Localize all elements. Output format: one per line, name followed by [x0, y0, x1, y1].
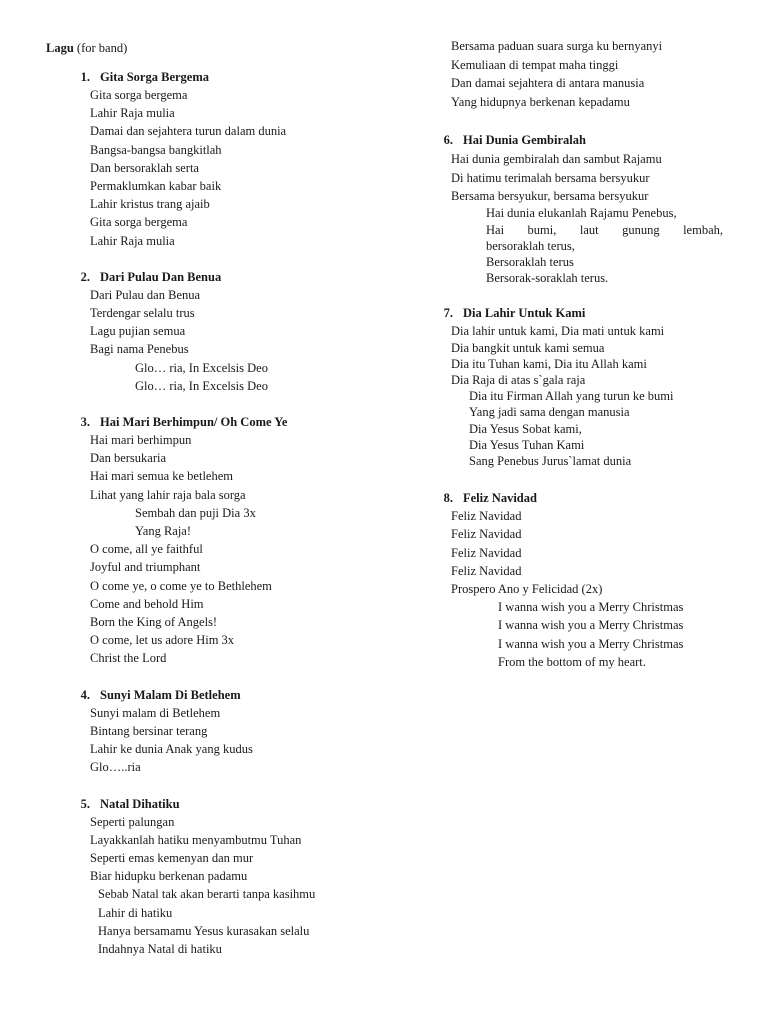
song-1-heading — [46, 68, 406, 86]
song-5-heading — [46, 795, 406, 813]
lyric-line: Sunyi malam di Betlehem — [90, 705, 221, 720]
refrain-line: Dia Yesus Tuhan Kami — [469, 437, 585, 452]
document-title-bold: Lagu — [46, 41, 74, 55]
song-8-heading — [432, 489, 724, 507]
song-title: Sunyi Malam Di Betlehem — [100, 687, 241, 702]
document-title-rest: (for band) — [73, 41, 128, 55]
lyric-line: Damai dan sejahtera turun dalam dunia — [90, 124, 287, 139]
song-5 — [46, 795, 406, 959]
lyric-line: Dia lahir untuk kami, Dia mati untuk kami — [451, 324, 665, 339]
song-5-continuation — [432, 37, 724, 111]
refrain-line: Yang jadi sama dengan manusia — [469, 405, 630, 420]
song-2 — [46, 268, 406, 395]
refrain-line: Glo… ria, In Excelsis Deo — [135, 360, 268, 375]
refrain-line: Hai bumi, laut gunung lembah, — [486, 222, 723, 237]
refrain-line: Hai dunia elukanlah Rajamu Penebus, — [486, 206, 677, 221]
song-number: 4. — [80, 687, 90, 702]
refrain-line: Bersoraklah terus — [486, 254, 574, 269]
song-number: 1. — [80, 70, 90, 84]
lyric-line: Lahir kristus trang ajaib — [90, 197, 210, 212]
lyric-line: Joyful and triumphant — [90, 560, 201, 575]
lyric-line: Feliz Navidad — [451, 545, 522, 560]
refrain-line: I wanna wish you a Merry Christmas — [498, 600, 684, 615]
lyric-line: Seperti emas kemenyan dan mur — [90, 850, 254, 865]
refrain-line: Bersorak-soraklah terus. — [486, 271, 609, 286]
lyric-line: Bintang bersinar terang — [90, 723, 208, 738]
left-column — [46, 39, 406, 976]
lyric-line: Gita sorga bergema — [90, 88, 188, 102]
song-7 — [432, 304, 724, 469]
lyric-line: Bangsa-bangsa bangkitlah — [90, 142, 222, 157]
song-title: Natal Dihatiku — [100, 796, 180, 811]
refrain-line: Sebab Natal tak akan berarti tanpa kasihmu — [98, 887, 316, 902]
lyric-line: Glo…..ria — [90, 760, 141, 775]
lyric-line: Hai mari berhimpun — [90, 433, 192, 448]
refrain-line: Sembah dan puji Dia 3x — [135, 505, 256, 520]
song-title: Feliz Navidad — [463, 491, 537, 506]
refrain-line: Lahir di hatiku — [98, 905, 173, 920]
song-title: Dari Pulau Dan Benua — [100, 269, 222, 284]
song-number: 6. — [443, 133, 453, 148]
right-column — [432, 37, 724, 689]
lyric-line: Bersama paduan suara surga ku bernyanyi — [451, 39, 663, 53]
refrain-line: I wanna wish you a Merry Christmas — [498, 636, 684, 651]
lyric-line: Dan damai sejahtera di antara manusia — [451, 76, 645, 91]
lyric-line: Bagi nama Penebus — [90, 342, 189, 357]
song-number: 5. — [80, 796, 90, 811]
song-1 — [46, 68, 406, 250]
lyric-line: Lahir Raja mulia — [90, 233, 175, 248]
lyric-line: Dia bangkit untuk kami semua — [451, 340, 605, 355]
song-3-heading — [46, 413, 406, 431]
lyric-line: Lahir ke dunia Anak yang kudus — [90, 742, 253, 757]
lyric-line: Bersama bersyukur, bersama bersyukur — [451, 189, 649, 204]
lyric-line: Terdengar selalu trus — [90, 306, 195, 321]
lyric-line: Feliz Navidad — [451, 563, 522, 578]
song-number: 8. — [443, 491, 453, 506]
document-title — [46, 39, 406, 57]
refrain-line: Indahnya Natal di hatiku — [98, 941, 222, 956]
lyric-line: Biar hidupku berkenan padamu — [90, 869, 248, 884]
song-4-heading — [46, 686, 406, 704]
refrain-line: Dia itu Firman Allah yang turun ke bumi — [469, 389, 674, 404]
lyric-line: Seperti palungan — [90, 814, 175, 829]
refrain-line: Yang Raja! — [135, 524, 192, 539]
refrain-line: I wanna wish you a Merry Christmas — [498, 618, 684, 633]
song-title: Gita Sorga Bergema — [100, 70, 210, 84]
song-number: 2. — [80, 269, 90, 284]
song-3 — [46, 413, 406, 668]
song-7-heading — [432, 304, 724, 322]
lyric-line: Dan bersoraklah serta — [90, 160, 199, 175]
refrain-line: Hanya bersamamu Yesus kurasakan selalu — [98, 923, 310, 938]
lyric-line: Lahir Raja mulia — [90, 106, 175, 121]
lyric-line: O come, all ye faithful — [90, 542, 203, 557]
song-title: Hai Mari Berhimpun/ Oh Come Ye — [100, 415, 288, 430]
lyric-line: Kemuliaan di tempat maha tinggi — [451, 57, 619, 72]
lyric-line: Layakkanlah hatiku menyambutmu Tuhan — [90, 832, 302, 847]
lyric-line: Feliz Navidad — [451, 527, 522, 542]
song-2-heading — [46, 268, 406, 286]
refrain-line: From the bottom of my heart. — [498, 654, 646, 669]
song-title: Dia Lahir Untuk Kami — [463, 306, 586, 321]
song-6-heading — [432, 131, 724, 149]
song-number: 7. — [443, 306, 453, 321]
lyric-line: Lihat yang lahir raja bala sorga — [90, 487, 246, 502]
song-title: Hai Dunia Gembiralah — [463, 133, 586, 148]
lyric-line: Dan bersukaria — [90, 451, 167, 466]
song-6 — [432, 131, 724, 286]
lyric-line: Dari Pulau dan Benua — [90, 287, 201, 302]
lyric-line: Christ the Lord — [90, 651, 167, 666]
lyric-line: Dia itu Tuhan kami, Dia itu Allah kami — [451, 356, 647, 371]
refrain-line: bersoraklah terus, — [486, 238, 575, 253]
lyric-line: Lagu pujian semua — [90, 324, 186, 339]
lyric-line: Yang hidupnya berkenan kepadamu — [451, 94, 630, 109]
lyric-line: Dia Raja di atas s`gala raja — [451, 373, 586, 387]
lyric-line: Feliz Navidad — [451, 509, 522, 524]
lyric-line: Hai mari semua ke betlehem — [90, 469, 233, 484]
lyric-line: Gita sorga bergema — [90, 215, 188, 230]
song-4 — [46, 686, 406, 777]
refrain-line: Sang Penebus Jurus`lamat dunia — [469, 454, 632, 469]
lyric-line: Permaklumkan kabar baik — [90, 179, 222, 194]
lyric-line: Di hatimu terimalah bersama bersyukur — [451, 171, 650, 186]
lyric-line: Born the King of Angels! — [90, 615, 218, 630]
song-8 — [432, 489, 724, 671]
lyric-line: O come, let us adore Him 3x — [90, 633, 235, 648]
song-number: 3. — [80, 415, 90, 430]
lyric-line: Come and behold Him — [90, 596, 204, 611]
refrain-line: Dia Yesus Sobat kami, — [469, 421, 582, 436]
refrain-line: Glo… ria, In Excelsis Deo — [135, 378, 268, 393]
lyric-line: Prospero Ano y Felicidad (2x) — [451, 582, 603, 597]
lyric-line: Hai dunia gembiralah dan sambut Rajamu — [451, 152, 662, 167]
lyric-line: O come ye, o come ye to Bethlehem — [90, 578, 272, 593]
